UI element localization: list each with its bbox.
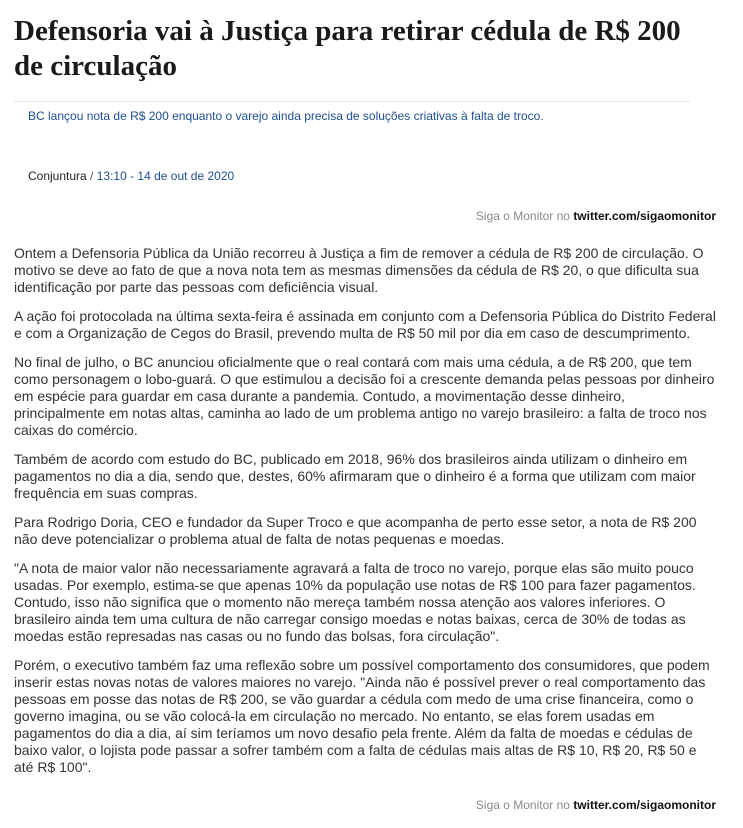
paragraph: Ontem a Defensoria Pública da União recorreu à Justiça a fim de remover a cédula de R$ 200 de circulação. O motivo se deve ao fato de que a nova nota tem as mesmas dimensões da cédula de R$ 20, o que dificulta sua identificação por parte das pessoas com deficiência visual. (14, 245, 704, 295)
twitter-link[interactable]: twitter.com/sigaomonitor (573, 209, 716, 223)
paragraph: No final de julho, o BC anunciou oficialmente que o real contará com mais uma cédula, a de R$ 200, que tem como personagem o lobo-guará. O que estimulou a decisão foi a crescente demanda pelas pessoas por dinheiro em espécie para guardar em casa durante a pandemia. Contudo, a movimentação desse dinheiro, principalmente em notas altas, caminha ao lado de um problema antigo no varejo brasileiro: a falta de troco nos caixas do comércio. (14, 354, 715, 438)
paragraph: Porém, o executivo também faz uma reflexão sobre um possível comportamento dos consumidores, que podem inserir estas novas notas de valores maiores no varejo. "Ainda não é possível prever o real comportamento das pessoas em posse das notas de R$ 200, se vão guardar a cédula com medo de uma crise financeira, como o governo imagina, ou se vão colocá-la em circulação no mercado. No entanto, se elas forem usadas em pagamentos do dia a dia, aí sim teríamos um novo desafio pela frente. Além da falta de moedas e cédulas de baixo valor, o lojista pode passar a sofrer também com a falta de cédulas mais altas de R$ 10, R$ 20, R$ 50 e até R$ 100". (14, 657, 710, 775)
paragraph: Para Rodrigo Doria, CEO e fundador da Super Troco e que acompanha de perto esse setor, a nota de R$ 200 não deve potencializar o problema atual de falta de notas pequenas e moedas. (14, 514, 697, 547)
follow-twitter-bottom (476, 798, 716, 812)
article-body (14, 245, 719, 788)
follow-prefix: Siga o Monitor no (475, 209, 570, 223)
article-meta (28, 169, 234, 183)
twitter-link[interactable]: twitter.com/sigaomonitor (573, 798, 716, 812)
follow-prefix: Siga o Monitor no (475, 798, 570, 812)
paragraph: Também de acordo com estudo do BC, publicado em 2018, 96% dos brasileiros ainda utilizam o dinheiro em pagamentos no dia a dia, sendo que, destes, 60% afirmaram que o dinheiro é a forma que utilizam com maior frequência em suas compras. (14, 451, 696, 501)
subtitle-divider (14, 101, 690, 102)
paragraph: A ação foi protocolada na última sexta-feira é assinada em conjunto com a Defensoria Pública do Distrito Federal e com a Organização de Cegos do Brasil, prevendo multa de R$ 50 mil por dia em caso de descumprimento. (14, 308, 716, 341)
paragraph: "A nota de maior valor não necessariamente agravará a falta de troco no varejo, porque elas são muito pouco usadas. Por exemplo, estima-se que apenas 10% da população use notas de R$ 100 para fazer pagamentos. Contudo, isso não significa que o momento não mereça também nossa atenção aos valores inferiores. O brasileiro ainda tem uma cultura de não carregar consigo moedas e notas baixas, cerca de 30% de todas as moedas estão represadas nas casas ou no fundo das bolsas, fora circulação". (14, 560, 696, 644)
follow-twitter-top (476, 209, 716, 223)
article-title: Defensoria vai à Justiça para retirar cédula de R$ 200 de circulação (14, 15, 681, 82)
article-datetime: 13:10 - 14 de out de 2020 (96, 169, 235, 183)
category-link[interactable]: Conjuntura (28, 169, 87, 183)
meta-separator: / (86, 169, 97, 183)
article-subtitle: BC lançou nota de R$ 200 enquanto o varejo ainda precisa de soluções criativas à falta de troco. (28, 109, 544, 123)
